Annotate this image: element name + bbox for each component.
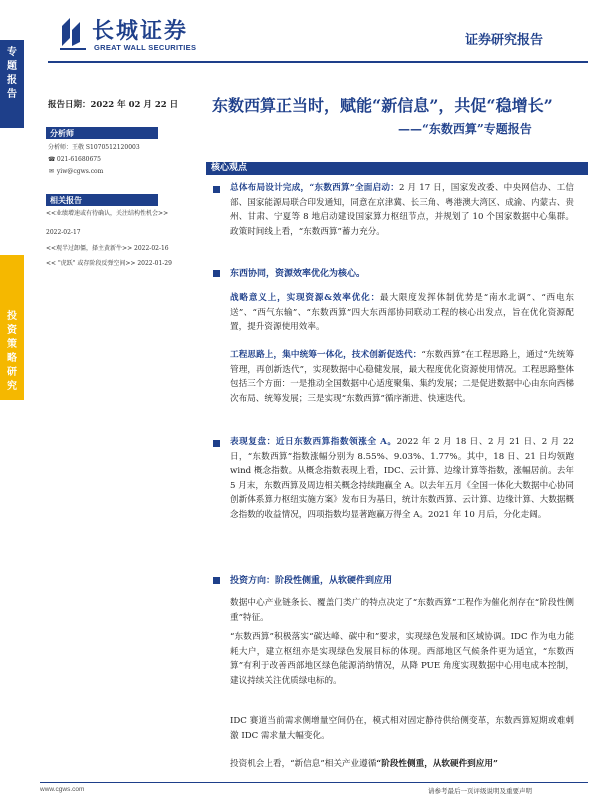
core-views-header xyxy=(206,162,588,175)
paragraph-lead: 总体布局设计完成，“东数西算”全面启动： xyxy=(230,183,400,193)
footer-disclaimer: 请参考最后一页评级说明及重要声明 xyxy=(428,787,532,795)
section-heading: 投资方向：阶段性侧重，从软硬件到应用 xyxy=(230,576,393,586)
related-report-item[interactable]: <<观半过卸僵，择主黄新牛>> 2022-02-16 xyxy=(46,245,169,252)
analyst-section-label: 分析师 xyxy=(50,128,74,138)
paragraph-engineering xyxy=(230,348,574,406)
paragraph-opportunity xyxy=(230,757,574,772)
footer-url-link[interactable]: www.cgws.com xyxy=(40,786,85,793)
report-type-label: 证券研究报告 xyxy=(465,33,544,48)
bullet-icon xyxy=(213,186,220,193)
report-title: 东数西算正当时，赋能“新信息”，共促“稳增长” xyxy=(212,96,553,115)
analyst-email-address[interactable]: yiw@cgws.com xyxy=(56,168,104,175)
related-report-item[interactable]: << "虎跃" 或存阶段反弹空间>> 2022-01-29 xyxy=(46,260,172,267)
paragraph-body: 2 月 17 日，国家发改委、中央网信办、工信部、国家能源局联合印发通知，同意在京津冀、长三角、粤港澳大湾区、成渝、内蒙古、贵州、甘肃、宁夏等 8 地启动建设国家算力枢纽节点，并规划了 10 个国家数据中心集群。政策时间线上看，“东数西算”蓄力充分。 xyxy=(230,183,574,237)
side-strip-top-label xyxy=(0,46,24,102)
paragraph-body: “东数西算”在工程思路上，通过“先统筹管理，再创新迭代”，实现数据中心稳健发展，最大程度优化资源使用情况。工程思路整体包括三个方面：一是推动全国数据中心适度聚集、集约发展；二是促进数据中心由东向西梯次布局、统筹发展；三是实现“东数西算”循序渐进、快速迭代。 xyxy=(230,350,574,404)
bullet-icon xyxy=(213,577,220,584)
side-strip-char: 专 xyxy=(7,47,17,58)
analyst-name: 分析师：王敬 S1070512120003 xyxy=(48,144,140,151)
related-section-label: 相关报告 xyxy=(50,195,82,205)
side-strip-char: 报 xyxy=(7,75,17,86)
paragraph-lead: 战略意义上，实现资源&效率优化： xyxy=(230,293,381,303)
paragraph-body: 最大限度发挥体制优势是“南水北调”、“西电东送”、“西气东输”、“东数西算”四大东西部协同联动工程的核心出发点，旨在优化资源配置，提升资源使用效率。 xyxy=(230,293,574,332)
paragraph-lead: 工程思路上，集中统筹一体化，技术创新促迭代： xyxy=(230,350,422,360)
analyst-phone-number: 021-61680675 xyxy=(56,156,101,163)
analyst-phone xyxy=(48,156,101,163)
paragraph-body: 投资机会上看，“新信息”相关产业遵循 xyxy=(230,759,377,769)
paragraph-lead: 表现复盘：近日东数西算指数领涨全 A。 xyxy=(230,437,397,447)
side-strip-char: 告 xyxy=(7,89,17,100)
paragraph-direction: 数据中心产业链条长、覆盖门类广的特点决定了“东数西算”工程作为催化剂存在“阶段性侧重”特征。 xyxy=(230,598,574,623)
related-section-header xyxy=(46,194,158,206)
side-strip-char: 略 xyxy=(7,353,17,364)
paragraph-performance xyxy=(230,435,574,522)
paragraph-layout xyxy=(230,181,574,239)
email-icon: ✉ xyxy=(48,168,55,175)
side-strip-char: 资 xyxy=(7,325,17,336)
related-report-item[interactable]: <<业绩增速或有待确认，关注结构性机会>> xyxy=(46,210,169,217)
analyst-email[interactable] xyxy=(48,168,103,175)
logo-mark-icon xyxy=(58,16,88,52)
side-strip-char: 究 xyxy=(7,381,17,392)
side-strip-char: 题 xyxy=(7,61,17,72)
paragraph-green: “东数西算”积极落实“碳达峰、碳中和”要求，实现绿色发展和区域协调。IDC 作为电力能耗大户，建立枢纽亦是实现绿色发展目标的体现。西部地区气候条件更为适宜，“东数西算”有利于改善西部地区绿色能源消纳情况，从降 PUE 角度实现数据中心用电成本控制，建议持续关注优质绿电标的。 xyxy=(230,632,574,686)
side-strip-char: 投 xyxy=(7,311,17,322)
analyst-section-header xyxy=(46,127,158,139)
paragraph-body: 2022 年 2 月 18 日、2 月 21 日、2 月 22 日，“东数西算”指数涨幅分别为 8.55%、9.03%、1.77%。其中，18 日、21 日均领跑 wind 概念指数。从概念指数表现上看，IDC、云计算、边缘计算等指数，涨幅居前。去年 5 月末，东数西算及周边相关概念持续跑赢全 A。以去年五月《全国一体化大数据中心协同创新体系算力枢纽实施方案》发布日为基日，统计东数西算、云计算、边缘计算、大数据概念指数的收益情况，四项指数均显著跑赢万得全 A。2021 年 10 月后，分化走阔。 xyxy=(230,437,574,520)
report-subtitle: ——“东数西算”专题报告 xyxy=(398,122,532,136)
paragraph-idc: IDC 赛道当前需求侧增量空间仍在，模式相对固定静待供给侧变革，东数西算短期或难刺激 IDC 需求量大幅变化。 xyxy=(230,716,574,741)
phone-icon: ☎ xyxy=(48,156,56,163)
report-date: 报告日期：2022 年 02 月 22 日 xyxy=(48,100,179,110)
section-heading: 东西协同，资源效率优化为核心。 xyxy=(230,269,366,279)
bullet-icon xyxy=(213,440,220,447)
logo-text-en: GREAT WALL SECURITIES xyxy=(94,43,197,52)
bullet-icon xyxy=(213,270,220,277)
side-strip-bottom-label xyxy=(0,310,24,394)
footer-divider xyxy=(40,782,588,783)
side-strip-char: 策 xyxy=(7,339,17,350)
logo-text-cn: 长城证券 xyxy=(92,19,189,44)
side-strip-char: 研 xyxy=(7,367,17,378)
related-report-date: 2022-02-17 xyxy=(46,229,81,236)
paragraph-emphasis: “阶段性侧重，从软硬件到应用” xyxy=(376,759,498,769)
header-divider xyxy=(48,61,588,63)
paragraph-strategy xyxy=(230,291,574,335)
core-views-label: 核心观点 xyxy=(211,163,248,173)
